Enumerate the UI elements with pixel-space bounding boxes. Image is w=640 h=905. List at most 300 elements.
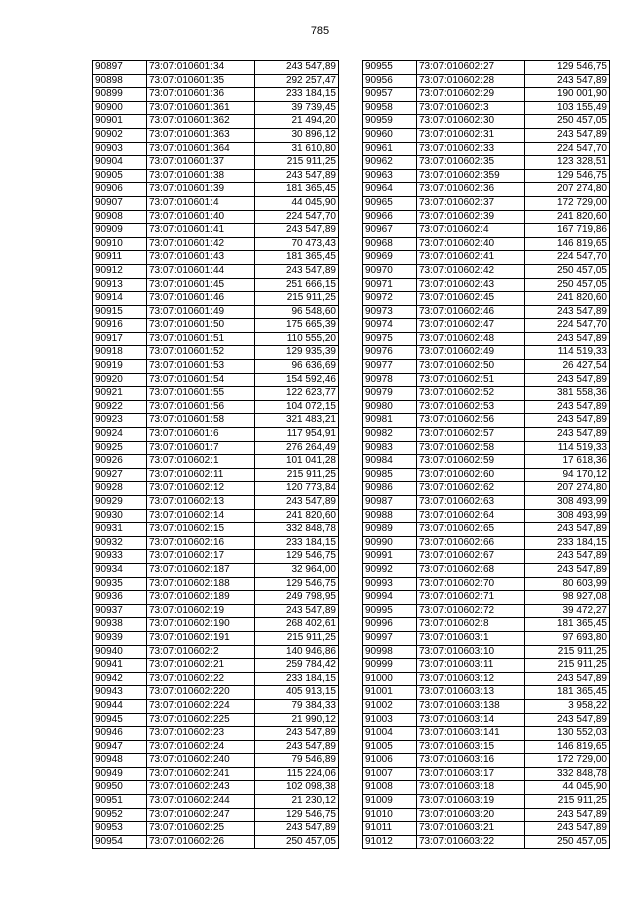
cadastral-number-cell: 73:07:010602:64 (417, 509, 525, 523)
table-row (93, 428, 339, 442)
value-cell: 308 493,99 (525, 509, 610, 523)
table-row (93, 88, 339, 102)
cadastral-number-cell: 73:07:010601:49 (147, 305, 255, 319)
cadastral-number-cell: 73:07:010602:28 (417, 74, 525, 88)
row-number-cell: 90920 (93, 373, 147, 387)
table-row (93, 563, 339, 577)
table-row (363, 305, 610, 319)
value-cell: 181 365,45 (525, 618, 610, 632)
table-row (93, 550, 339, 564)
table-row (93, 373, 339, 387)
value-cell: 129 546,75 (255, 808, 339, 822)
value-cell: 154 592,46 (255, 373, 339, 387)
row-number-cell: 90906 (93, 183, 147, 197)
value-cell: 243 547,89 (525, 373, 610, 387)
value-cell: 243 547,89 (255, 740, 339, 754)
value-cell: 243 547,89 (525, 428, 610, 442)
row-number-cell: 90942 (93, 672, 147, 686)
value-cell: 249 798,95 (255, 591, 339, 605)
cadastral-number-cell: 73:07:010603:17 (417, 767, 525, 781)
row-number-cell: 90943 (93, 686, 147, 700)
table-row (363, 332, 610, 346)
value-cell: 167 719,86 (525, 224, 610, 238)
row-number-cell: 91002 (363, 699, 417, 713)
row-number-cell: 90980 (363, 400, 417, 414)
cadastral-number-cell: 73:07:010601:363 (147, 128, 255, 142)
cadastral-number-cell: 73:07:010602:14 (147, 509, 255, 523)
value-cell: 233 184,15 (525, 536, 610, 550)
table-row (363, 387, 610, 401)
row-number-cell: 90926 (93, 455, 147, 469)
value-cell: 172 729,00 (525, 196, 610, 210)
row-number-cell: 91012 (363, 835, 417, 849)
value-cell: 30 896,12 (255, 128, 339, 142)
row-number-cell: 90950 (93, 781, 147, 795)
row-number-cell: 90959 (363, 115, 417, 129)
table-row (363, 428, 610, 442)
row-number-cell: 90966 (363, 210, 417, 224)
table-row (363, 88, 610, 102)
table-row (93, 224, 339, 238)
cadastral-number-cell: 73:07:010602:3 (417, 101, 525, 115)
cadastral-number-cell: 73:07:010602:39 (417, 210, 525, 224)
value-cell: 243 547,89 (255, 61, 339, 75)
value-cell: 123 328,51 (525, 156, 610, 170)
cadastral-number-cell: 73:07:010602:35 (417, 156, 525, 170)
value-cell: 110 555,20 (255, 332, 339, 346)
table-row (93, 767, 339, 781)
table-row (363, 808, 610, 822)
cadastral-number-cell: 73:07:010602:31 (417, 128, 525, 142)
value-cell: 215 911,25 (255, 292, 339, 306)
value-cell: 39 472,27 (525, 604, 610, 618)
value-cell: 103 155,49 (525, 101, 610, 115)
row-number-cell: 90905 (93, 169, 147, 183)
row-number-cell: 90983 (363, 441, 417, 455)
row-number-cell: 90954 (93, 835, 147, 849)
table-row (93, 210, 339, 224)
value-cell: 80 603,99 (525, 577, 610, 591)
cadastral-number-cell: 73:07:010601:55 (147, 387, 255, 401)
table-row (363, 224, 610, 238)
value-cell: 243 547,89 (525, 74, 610, 88)
table-row (363, 713, 610, 727)
table-row (363, 550, 610, 564)
table-row (363, 115, 610, 129)
cadastral-number-cell: 73:07:010602:30 (417, 115, 525, 129)
value-cell: 39 739,45 (255, 101, 339, 115)
table-row (363, 686, 610, 700)
row-number-cell: 90932 (93, 536, 147, 550)
table-row (93, 360, 339, 374)
cadastral-number-cell: 73:07:010601:43 (147, 251, 255, 265)
value-cell: 224 547,70 (255, 210, 339, 224)
cadastral-number-cell: 73:07:010602:225 (147, 713, 255, 727)
row-number-cell: 90941 (93, 659, 147, 673)
value-cell: 215 911,25 (255, 468, 339, 482)
value-cell: 250 457,05 (255, 835, 339, 849)
value-cell: 243 547,89 (525, 128, 610, 142)
row-number-cell: 90917 (93, 332, 147, 346)
value-cell: 215 911,25 (255, 631, 339, 645)
table-row (93, 591, 339, 605)
row-number-cell: 91000 (363, 672, 417, 686)
cadastral-number-cell: 73:07:010602:27 (417, 61, 525, 75)
value-cell: 79 546,89 (255, 754, 339, 768)
table-row (93, 251, 339, 265)
value-cell: 276 264,49 (255, 441, 339, 455)
cadastral-number-cell: 73:07:010602:243 (147, 781, 255, 795)
row-number-cell: 90908 (93, 210, 147, 224)
row-number-cell: 91009 (363, 795, 417, 809)
cadastral-number-cell: 73:07:010602:48 (417, 332, 525, 346)
cadastral-number-cell: 73:07:010602:26 (147, 835, 255, 849)
value-cell: 79 384,33 (255, 699, 339, 713)
table-row (363, 767, 610, 781)
table-row (363, 468, 610, 482)
row-number-cell: 90949 (93, 767, 147, 781)
row-number-cell: 90960 (363, 128, 417, 142)
table-row (93, 822, 339, 836)
row-number-cell: 90911 (93, 251, 147, 265)
row-number-cell: 90934 (93, 563, 147, 577)
table-row (363, 482, 610, 496)
cadastral-number-cell: 73:07:010602:68 (417, 563, 525, 577)
value-cell: 21 990,12 (255, 713, 339, 727)
cadastral-number-cell: 73:07:010602:41 (417, 251, 525, 265)
cadastral-number-cell: 73:07:010601:54 (147, 373, 255, 387)
cadastral-number-cell: 73:07:010602:46 (417, 305, 525, 319)
row-number-cell: 90925 (93, 441, 147, 455)
cadastral-number-cell: 73:07:010602:17 (147, 550, 255, 564)
cadastral-number-cell: 73:07:010601:364 (147, 142, 255, 156)
value-cell: 224 547,70 (525, 319, 610, 333)
value-cell: 243 547,89 (525, 523, 610, 537)
table-row (363, 292, 610, 306)
value-cell: 129 546,75 (525, 61, 610, 75)
cadastral-number-cell: 73:07:010601:50 (147, 319, 255, 333)
table-row (363, 659, 610, 673)
row-number-cell: 90974 (363, 319, 417, 333)
row-number-cell: 90939 (93, 631, 147, 645)
table-row (93, 196, 339, 210)
cadastral-number-cell: 73:07:010602:224 (147, 699, 255, 713)
value-cell: 190 001,90 (525, 88, 610, 102)
table-row (93, 332, 339, 346)
value-cell: 250 457,05 (525, 264, 610, 278)
table-row (93, 523, 339, 537)
table-row (363, 400, 610, 414)
cadastral-number-cell: 73:07:010603:21 (417, 822, 525, 836)
row-number-cell: 90971 (363, 278, 417, 292)
cadastral-number-cell: 73:07:010602:22 (147, 672, 255, 686)
table-row (93, 414, 339, 428)
cadastral-number-cell: 73:07:010603:12 (417, 672, 525, 686)
table-row (363, 618, 610, 632)
value-cell: 250 457,05 (525, 115, 610, 129)
row-number-cell: 90987 (363, 496, 417, 510)
table-row (363, 563, 610, 577)
cadastral-number-cell: 73:07:010603:10 (417, 645, 525, 659)
value-cell: 129 546,75 (525, 169, 610, 183)
value-cell: 102 098,38 (255, 781, 339, 795)
cadastral-number-cell: 73:07:010602:21 (147, 659, 255, 673)
row-number-cell: 90996 (363, 618, 417, 632)
value-cell: 241 820,60 (255, 509, 339, 523)
value-cell: 130 552,03 (525, 727, 610, 741)
value-cell: 32 964,00 (255, 563, 339, 577)
value-cell: 181 365,45 (525, 686, 610, 700)
table-row (363, 604, 610, 618)
cadastral-number-cell: 73:07:010603:141 (417, 727, 525, 741)
row-number-cell: 90938 (93, 618, 147, 632)
row-number-cell: 90921 (93, 387, 147, 401)
cadastral-number-cell: 73:07:010602:23 (147, 727, 255, 741)
table-row (93, 305, 339, 319)
cadastral-number-cell: 73:07:010602:65 (417, 523, 525, 537)
cadastral-number-cell: 73:07:010602:70 (417, 577, 525, 591)
row-number-cell: 90915 (93, 305, 147, 319)
row-number-cell: 90899 (93, 88, 147, 102)
row-number-cell: 90946 (93, 727, 147, 741)
table-row (363, 455, 610, 469)
table-row (93, 292, 339, 306)
cadastral-number-cell: 73:07:010603:16 (417, 754, 525, 768)
cadastral-number-cell: 73:07:010602:15 (147, 523, 255, 537)
cadastral-number-cell: 73:07:010602:187 (147, 563, 255, 577)
row-number-cell: 91003 (363, 713, 417, 727)
cadastral-number-cell: 73:07:010601:46 (147, 292, 255, 306)
table-row (93, 672, 339, 686)
value-cell: 44 045,90 (255, 196, 339, 210)
table-row (93, 101, 339, 115)
value-cell: 381 558,36 (525, 387, 610, 401)
value-cell: 17 618,36 (525, 455, 610, 469)
row-number-cell: 90997 (363, 631, 417, 645)
table-row (93, 699, 339, 713)
row-number-cell: 90914 (93, 292, 147, 306)
row-number-cell: 90936 (93, 591, 147, 605)
cadastral-number-cell: 73:07:010603:15 (417, 740, 525, 754)
cadastral-number-cell: 73:07:010601:51 (147, 332, 255, 346)
cadastral-number-cell: 73:07:010601:35 (147, 74, 255, 88)
cadastral-number-cell: 73:07:010603:138 (417, 699, 525, 713)
cadastral-number-cell: 73:07:010602:244 (147, 795, 255, 809)
table-row (363, 74, 610, 88)
value-cell: 21 494,20 (255, 115, 339, 129)
cadastral-number-cell: 73:07:010602:50 (417, 360, 525, 374)
row-number-cell: 90929 (93, 496, 147, 510)
row-number-cell: 90897 (93, 61, 147, 75)
cadastral-number-cell: 73:07:010602:63 (417, 496, 525, 510)
table-row (93, 577, 339, 591)
table-row (363, 360, 610, 374)
value-cell: 98 927,08 (525, 591, 610, 605)
table-row (93, 631, 339, 645)
value-cell: 94 170,12 (525, 468, 610, 482)
value-cell: 243 547,89 (525, 332, 610, 346)
value-cell: 243 547,89 (255, 822, 339, 836)
row-number-cell: 91001 (363, 686, 417, 700)
row-number-cell: 91006 (363, 754, 417, 768)
value-cell: 96 636,69 (255, 360, 339, 374)
cadastral-number-cell: 73:07:010601:36 (147, 88, 255, 102)
cadastral-number-cell: 73:07:010601:42 (147, 237, 255, 251)
table-row (363, 672, 610, 686)
row-number-cell: 90907 (93, 196, 147, 210)
cadastral-number-cell: 73:07:010601:41 (147, 224, 255, 238)
cadastral-number-cell: 73:07:010602:51 (417, 373, 525, 387)
row-number-cell: 90972 (363, 292, 417, 306)
row-number-cell: 90928 (93, 482, 147, 496)
value-cell: 70 473,43 (255, 237, 339, 251)
value-cell: 120 773,84 (255, 482, 339, 496)
row-number-cell: 90910 (93, 237, 147, 251)
row-number-cell: 90998 (363, 645, 417, 659)
row-number-cell: 90927 (93, 468, 147, 482)
table-row (363, 727, 610, 741)
value-cell: 21 230,12 (255, 795, 339, 809)
row-number-cell: 90967 (363, 224, 417, 238)
row-number-cell: 90931 (93, 523, 147, 537)
value-cell: 332 848,78 (525, 767, 610, 781)
table-row (363, 536, 610, 550)
value-cell: 243 547,89 (525, 713, 610, 727)
table-row (363, 264, 610, 278)
value-cell: 292 257,47 (255, 74, 339, 88)
table-row (93, 319, 339, 333)
value-cell: 96 548,60 (255, 305, 339, 319)
table-row (363, 128, 610, 142)
table-row (363, 496, 610, 510)
table-row (93, 496, 339, 510)
value-cell: 243 547,89 (525, 808, 610, 822)
row-number-cell: 90903 (93, 142, 147, 156)
row-number-cell: 90901 (93, 115, 147, 129)
row-number-cell: 91010 (363, 808, 417, 822)
row-number-cell: 90916 (93, 319, 147, 333)
row-number-cell: 90947 (93, 740, 147, 754)
table-row (363, 61, 610, 75)
table-row (363, 251, 610, 265)
cadastral-number-cell: 73:07:010602:60 (417, 468, 525, 482)
value-cell: 44 045,90 (525, 781, 610, 795)
value-cell: 172 729,00 (525, 754, 610, 768)
value-cell: 250 457,05 (525, 835, 610, 849)
row-number-cell: 90962 (363, 156, 417, 170)
value-cell: 97 693,80 (525, 631, 610, 645)
row-number-cell: 90935 (93, 577, 147, 591)
table-row (93, 400, 339, 414)
row-number-cell: 91005 (363, 740, 417, 754)
cadastral-number-cell: 73:07:010601:44 (147, 264, 255, 278)
table-row (93, 278, 339, 292)
cadastral-number-cell: 73:07:010601:52 (147, 346, 255, 360)
value-cell: 233 184,15 (255, 88, 339, 102)
row-number-cell: 90992 (363, 563, 417, 577)
table-row (363, 523, 610, 537)
value-cell: 114 519,33 (525, 441, 610, 455)
cadastral-number-cell: 73:07:010602:40 (417, 237, 525, 251)
table-row (363, 319, 610, 333)
table-row (93, 142, 339, 156)
row-number-cell: 90898 (93, 74, 147, 88)
cadastral-number-cell: 73:07:010601:58 (147, 414, 255, 428)
cadastral-number-cell: 73:07:010601:53 (147, 360, 255, 374)
cadastral-number-cell: 73:07:010603:1 (417, 631, 525, 645)
value-cell: 146 819,65 (525, 740, 610, 754)
value-cell: 140 946,86 (255, 645, 339, 659)
value-cell: 129 546,75 (255, 550, 339, 564)
row-number-cell: 90978 (363, 373, 417, 387)
row-number-cell: 90993 (363, 577, 417, 591)
table-row (93, 645, 339, 659)
row-number-cell: 90953 (93, 822, 147, 836)
value-cell: 146 819,65 (525, 237, 610, 251)
cadastral-number-cell: 73:07:010603:19 (417, 795, 525, 809)
row-number-cell: 91007 (363, 767, 417, 781)
table-row (93, 482, 339, 496)
row-number-cell: 90904 (93, 156, 147, 170)
table-row (363, 795, 610, 809)
cadastral-number-cell: 73:07:010602:24 (147, 740, 255, 754)
value-cell: 243 547,89 (525, 550, 610, 564)
row-number-cell: 90933 (93, 550, 147, 564)
row-number-cell: 90969 (363, 251, 417, 265)
table-row (93, 128, 339, 142)
table-row (363, 577, 610, 591)
table-row (363, 781, 610, 795)
table-row (363, 645, 610, 659)
cadastral-number-cell: 73:07:010602:191 (147, 631, 255, 645)
value-cell: 129 546,75 (255, 577, 339, 591)
cadastral-number-cell: 73:07:010601:56 (147, 400, 255, 414)
table-row (363, 278, 610, 292)
row-number-cell: 90923 (93, 414, 147, 428)
table-row (93, 795, 339, 809)
cadastral-number-cell: 73:07:010602:67 (417, 550, 525, 564)
row-number-cell: 90968 (363, 237, 417, 251)
value-cell: 3 958,22 (525, 699, 610, 713)
value-cell: 233 184,15 (255, 672, 339, 686)
row-number-cell: 91004 (363, 727, 417, 741)
value-cell: 181 365,45 (255, 183, 339, 197)
value-cell: 224 547,70 (525, 251, 610, 265)
value-cell: 243 547,89 (525, 414, 610, 428)
row-number-cell: 90900 (93, 101, 147, 115)
row-number-cell: 90913 (93, 278, 147, 292)
table-row (93, 781, 339, 795)
cadastral-number-cell: 73:07:010602:247 (147, 808, 255, 822)
row-number-cell: 90986 (363, 482, 417, 496)
row-number-cell: 90937 (93, 604, 147, 618)
value-cell: 308 493,99 (525, 496, 610, 510)
row-number-cell: 91008 (363, 781, 417, 795)
table-row (93, 509, 339, 523)
row-number-cell: 90970 (363, 264, 417, 278)
cadastral-number-cell: 73:07:010602:240 (147, 754, 255, 768)
cadastral-number-cell: 73:07:010603:20 (417, 808, 525, 822)
table-row (363, 183, 610, 197)
cadastral-number-cell: 73:07:010601:40 (147, 210, 255, 224)
table-row (93, 686, 339, 700)
cadastral-number-cell: 73:07:010602:8 (417, 618, 525, 632)
cadastral-number-cell: 73:07:010602:241 (147, 767, 255, 781)
row-number-cell: 90919 (93, 360, 147, 374)
value-cell: 114 519,33 (525, 346, 610, 360)
value-cell: 251 666,15 (255, 278, 339, 292)
cadastral-number-cell: 73:07:010602:56 (417, 414, 525, 428)
